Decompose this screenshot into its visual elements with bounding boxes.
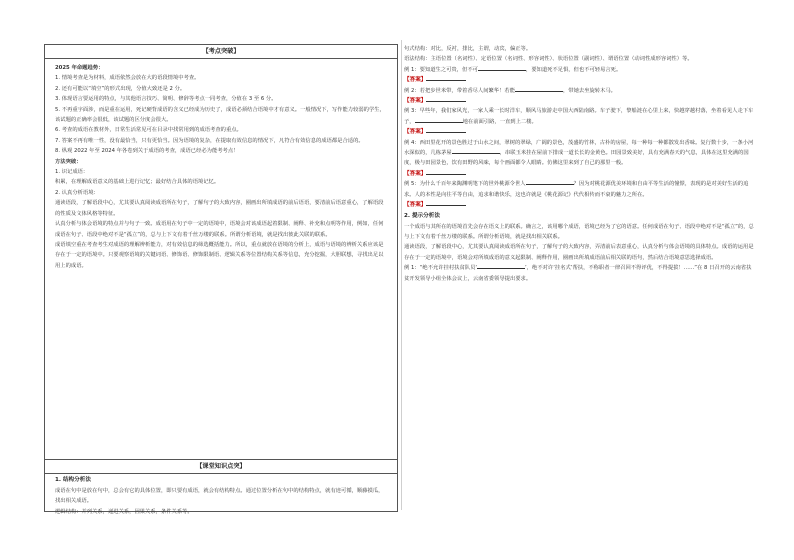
trend-item: 3. 体现语言要运用的特点，与其他语言技巧、简明、修辞等考点一同考查，分值在 3 至 6 分。	[55, 96, 277, 103]
column-divider	[401, 40, 402, 510]
answer-3: 【答案】	[404, 127, 754, 137]
sentence-structure-line: 句式结构：对比，反衬，排比，主谓，动宾，偏正等。	[404, 46, 532, 52]
blank-line[interactable]	[515, 86, 563, 92]
method-item: 通读语段，了解语段中心，尤其要认真阅读成语所在句子，了解句子的大致内容，圈画出所填成语的前后语语，要清前后语意重心，了解语段的性质及文体风格等特征。	[55, 200, 384, 217]
method-title: 方法突破：	[55, 158, 82, 165]
trend-item: 2. 还有可能以“填空”的形式出现，分值大致还是 2 分。	[55, 85, 186, 92]
section-title-breakthrough: 【考点突破】	[45, 45, 397, 59]
left-upper-body	[45, 59, 397, 273]
left-column	[44, 44, 398, 460]
blank-line[interactable]	[477, 263, 525, 269]
answer-blank[interactable]	[426, 127, 466, 133]
method-item: 认真分析与体会语境的特点并与句子一致。成语用在句子中一定的语境中，语境会对该成语起着限制、阐释、补充和点明等作用，例如，任何成语在句子、语段中绝对不是“孤立”的，总与上下文有着千丝万缕的联系。所谓分析语境，就是找出彼此关联的联系。	[55, 221, 384, 238]
method2-paragraph: 通读语段，了解语段中心，尤其要认真阅读成语所在句子，了解句子的大致内容，弄清前后表意重心，认真分析与体会语境的具体特点。成语的运用是存在于一定的语境中，语境会对所填成语的意义起限制、阐释作用，圈画出所填成语前后相关联的语句，然后结合语境意思选择成语。	[404, 244, 754, 261]
trend-title: 2025 年命题趋势：	[55, 65, 104, 71]
blank-line[interactable]	[478, 65, 526, 71]
example-3: 例 3：早些年，我们家风光，一家人乘一长时洋车，顺风马旅游走中国大西陆南路。车子驶下，黎船涟在心里上来，快越穿越村落，坐着看见人走下车子， 地在前面引路，一直到上二楼。	[404, 108, 754, 125]
blank-line[interactable]	[452, 148, 500, 154]
method-item: 2. 认真分析语境：	[55, 189, 99, 196]
structure-item: 逻辑结构：并列关系，递进关系，因果关系，条件关系等。	[55, 508, 193, 515]
grammar-structure-line: 语法结构：主语位置（名词性）、定语位置（名词性、形容词性）、状语位置（副词性）、谓语位置（动词性成形容词性）等。	[404, 56, 693, 63]
trend-item: 7. 答案不再有唯一性，没有最恰当，只有更恰当。因为语境的复杂，在提取有效信息的情况下，凡符合有效信息的成语都是合适的。	[55, 137, 364, 144]
method2-title: 2. 提示分析法	[404, 212, 440, 219]
blank-line[interactable]	[526, 179, 574, 185]
left-lower-box	[44, 460, 398, 515]
answer-5: 【答案】	[404, 200, 754, 210]
method-item: 成语填空重在考查考生对成语的理解辨析能力，对有效信息的筛选概括能力。所以，重点就放在语境的分析上，成语与语境的辨析关系应该是存在于一定的语境中。只要观察语境的关键词语、修饰语、修饰限制语、逻辑关系等位置结构关系等信息，充分挖掘，大胆联想，寻找出足以用上的成语。	[55, 241, 384, 269]
structure-item: 成语在句中是放在句中，总会有它的具体位置，即只要有成语，就会有结构特点。通过位置分析在句中的结构特点，就有迹可循，顺藤摸瓜，找出相关成语。	[55, 488, 384, 505]
answer-4: 【答案】	[404, 169, 754, 179]
answer-blank[interactable]	[426, 169, 466, 175]
left-lower-body	[45, 474, 397, 519]
section-title-lesson: 【课堂知识点突】	[45, 460, 397, 474]
example-1: 例 1：要知道生之可贵，但不可 ，要知道死不足惧，但也不可轻易言死。	[404, 66, 622, 73]
answer-blank[interactable]	[426, 200, 466, 206]
answer-blank[interactable]	[426, 75, 466, 81]
right-column	[404, 44, 754, 284]
trend-item: 5. 不再重字面涉，而是重在运用，死记硬背成语的含义已经成为历史了，成语必须结合语境中才有意义。一般情况下，写作能力较弱的学生，该试题的正确率会很低，该试题的区分度会很大。	[55, 106, 385, 124]
method2-paragraph: 一个成语与其所在的语境首先会存在语义上的联系。确言之，该用哪个成语，语境已经为了它的语意。任何成语在句子、语段中绝对不是“孤立”的，总与上下文有着千丝万缕的联系。所谓分析语境，就是找出相关联系。	[404, 223, 754, 240]
trend-item: 1. 情境考查是为材料，成语依然会放在大的语段情境中考查。	[55, 75, 200, 82]
answer-2: 【答案】	[404, 96, 754, 106]
method-item: 1. 识记成语：	[55, 169, 89, 176]
example-4: 例 4：西田里花开的景色胜过于山水之间，翠树的翠绿，广阔的景色，茂盛的竹林，古朴的房屋，每一种每一种都散发出香味。复行数十步，一条小河水深似的，几栋茅屋 ，串联玉米挂在屋前下排成一道长长的金黄色。田园景致美好，具有充满春天的气息，具体在这里充满的国度，极与田园景色，饮有田野的风味，每个画面都令人眼睛。仿佛这里来到了自己的那里一般。	[404, 139, 754, 167]
example-5: 例 5：为什么千百年来陶渊明笔下的世外桃源令世人 ？因为对桃花源优美环境和自由平等生活的憧憬，表现的是对美好生活的追求。人的本性是向往平等自由，追求和谐快乐，这也许就是《桃花源记》代代相传而不衰的魅力之所在。	[404, 181, 749, 198]
method-item: 积累，在理解成语意义的基础上进行记忆；最好结合具体的语境记忆。	[55, 179, 220, 186]
example-6: 例 1：“绝不允许挂村扶贫队员‘ ’，绝不对许‘挂名式’帮扶，不称职者一律召回不得评优，不得提拔！……”在 8 日召开的云南省扶贫开发领导小组全体会议上，云南省委领导提出要求。	[404, 265, 752, 282]
answer-1: 【答案】	[404, 75, 754, 85]
answer-blank[interactable]	[426, 96, 466, 102]
trend-item: 8. 纵观 2022 年至 2024 年各卷到关于成语的考查，成语已经必为能考考点！	[55, 148, 239, 155]
structure-title: 1. 结构分析法	[55, 477, 91, 483]
trend-item: 6. 考查的成语在教材外，日常生活常见可在目录中找常用到的成语考查的重点。	[55, 127, 242, 134]
blank-line[interactable]	[415, 117, 463, 123]
example-2: 例 2：若把步世米带，带着香尽人间繁华！若能 ，带她去坐旋转木马。	[404, 87, 616, 94]
